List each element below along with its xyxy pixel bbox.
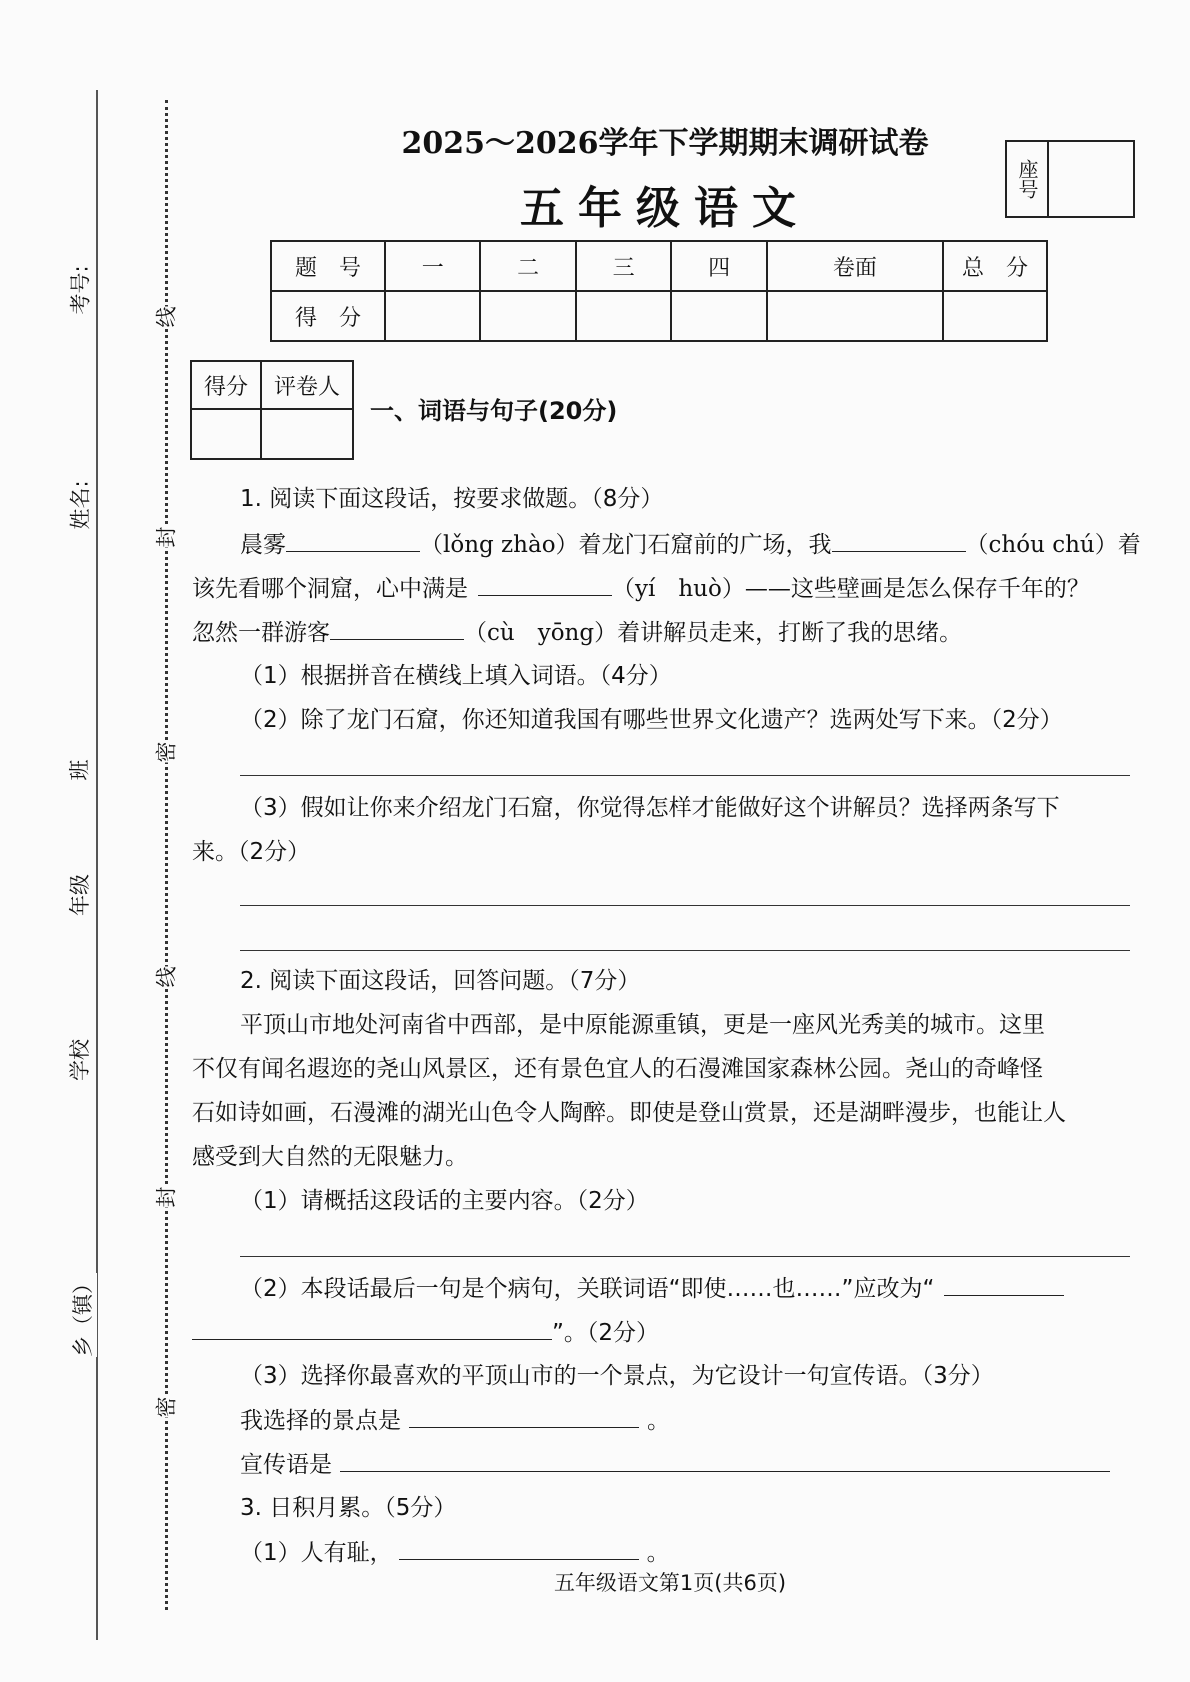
seal-mark: 密 [149, 1397, 183, 1418]
score-header-cell: 二 [480, 241, 575, 291]
text-span: （1）人有耻， [240, 1540, 393, 1566]
school-label: 学校 [64, 1039, 94, 1081]
score-cell[interactable] [671, 291, 766, 341]
table-row [191, 361, 353, 409]
question-1-sub-3: （3）假如让你来介绍龙门石窟，你觉得怎样才能做好这个讲解员？选择两条写下 [240, 795, 1060, 821]
grader-score-cell[interactable] [191, 409, 261, 459]
answer-line[interactable] [240, 950, 1130, 951]
seal-mark: 封 [149, 1187, 183, 1208]
answer-blank[interactable] [286, 529, 420, 552]
exam-title: 2025～2026学年下学期期末调研试卷 [401, 126, 929, 161]
answer-line[interactable] [240, 775, 1130, 776]
question-2-prompt: 2. 阅读下面这段话，回答问题。（7分） [240, 968, 641, 994]
passage-line: 石如诗如画，石漫滩的湖光山色令人陶醉。即使是登山赏景，还是湖畔漫步，也能让人 [192, 1100, 1066, 1126]
passage-line: 平顶山市地处河南省中西部，是中原能源重镇，更是一座风光秀美的城市。这里 [240, 1012, 1045, 1038]
town-label: 乡（镇） [67, 1273, 97, 1357]
seat-number-box[interactable] [1005, 140, 1135, 218]
answer-blank[interactable] [944, 1273, 1064, 1296]
text-span: （yí huò）——这些壁画是怎么保存千年的？ [612, 576, 1090, 602]
question-1-line-3 [192, 617, 962, 648]
score-cell[interactable] [576, 291, 671, 341]
binding-rule [96, 90, 98, 1640]
score-header-cell: 一 [385, 241, 480, 291]
score-header-cell: 三 [576, 241, 671, 291]
seal-mark: 线 [149, 967, 183, 988]
question-3-prompt: 3. 日积月累。（5分） [240, 1495, 457, 1521]
grader-name-label: 评卷人 [261, 361, 353, 409]
table-row [191, 409, 353, 459]
name-label: 姓名: [65, 480, 95, 529]
table-row [271, 291, 1047, 341]
grader-box [190, 360, 354, 460]
answer-blank[interactable] [832, 529, 966, 552]
text-span: （cù yōng）着讲解员走来，打断了我的思绪。 [464, 620, 963, 646]
answer-line[interactable] [240, 905, 1130, 906]
score-cell[interactable] [767, 291, 943, 341]
score-header-cell: 卷面 [767, 241, 943, 291]
question-1-sub-3-cont: 来。（2分） [192, 839, 311, 865]
question-1-sub-2: （2）除了龙门石窟，你还知道我国有哪些世界文化遗产？选两处写下来。（2分） [240, 707, 1063, 733]
seal-mark: 密 [149, 742, 183, 763]
score-table [270, 240, 1048, 342]
text-span: 忽然一群游客 [192, 620, 330, 646]
seat-number-label: 座号 [1007, 142, 1049, 216]
score-row-label: 得 分 [271, 291, 385, 341]
class-label: 班 [64, 760, 94, 781]
text-span: 我选择的景点是 [240, 1408, 401, 1434]
grader-score-label: 得分 [191, 361, 261, 409]
answer-blank[interactable] [399, 1537, 639, 1560]
question-1-line-2 [192, 573, 1090, 604]
question-1-sub-1: （1）根据拼音在横线上填入词语。（4分） [240, 663, 672, 689]
seal-mark: 封 [149, 527, 183, 548]
question-1-prompt: 1. 阅读下面这段话，按要求做题。（8分） [240, 486, 664, 512]
answer-blank[interactable] [478, 573, 612, 596]
exam-no-label: 考号: [65, 265, 95, 314]
text-span: （chóu chú）着 [965, 532, 1141, 558]
answer-blank[interactable] [192, 1317, 552, 1340]
text-span: （lǒng zhào）着龙门石窟前的广场，我 [420, 532, 832, 558]
section-heading: 一、词语与句子(20分) [370, 397, 618, 425]
text-span: （2）本段话最后一句是个病句，关联词语“即使……也……”应改为“ [240, 1276, 935, 1302]
text-span: 宣传语是 [240, 1452, 332, 1478]
answer-line[interactable] [240, 1256, 1130, 1257]
grader-name-cell[interactable] [261, 409, 353, 459]
passage-line: 感受到大自然的无限魅力。 [192, 1144, 468, 1170]
text-span: 晨雾 [240, 532, 286, 558]
score-cell[interactable] [385, 291, 480, 341]
page-footer: 五年级语文第1页(共6页) [553, 1571, 787, 1595]
question-2-sub-1: （1）请概括这段话的主要内容。（2分） [240, 1188, 649, 1214]
grade-label: 年级 [64, 874, 94, 916]
answer-blank[interactable] [340, 1449, 1110, 1472]
question-2-sub-2-cont [192, 1317, 659, 1348]
table-row [271, 241, 1047, 291]
text-span: 。 [646, 1540, 670, 1566]
score-header-cell: 总 分 [943, 241, 1047, 291]
score-cell[interactable] [943, 291, 1047, 341]
question-3-sub-1 [240, 1537, 670, 1568]
question-2-sub-3: （3）选择你最喜欢的平顶山市的一个景点，为它设计一句宣传语。（3分） [240, 1363, 994, 1389]
answer-blank[interactable] [330, 617, 464, 640]
passage-line: 不仅有闻名遐迩的尧山风景区，还有景色宜人的石漫滩国家森林公园。尧山的奇峰怪 [192, 1056, 1043, 1082]
answer-blank[interactable] [409, 1405, 639, 1428]
text-span: 。 [647, 1408, 670, 1434]
question-2-sub-2 [240, 1273, 1064, 1304]
score-header-cell: 题 号 [271, 241, 385, 291]
question-1-line-1 [240, 529, 1141, 560]
score-header-cell: 四 [671, 241, 766, 291]
spot-line [240, 1405, 670, 1436]
text-span: ”。（2分） [552, 1320, 660, 1346]
score-cell[interactable] [480, 291, 575, 341]
text-span: 该先看哪个洞窟，心中满是 [192, 576, 468, 602]
slogan-line [240, 1449, 1110, 1480]
exam-subject: 五年级语文 [520, 183, 810, 234]
seal-mark: 线 [149, 307, 183, 328]
